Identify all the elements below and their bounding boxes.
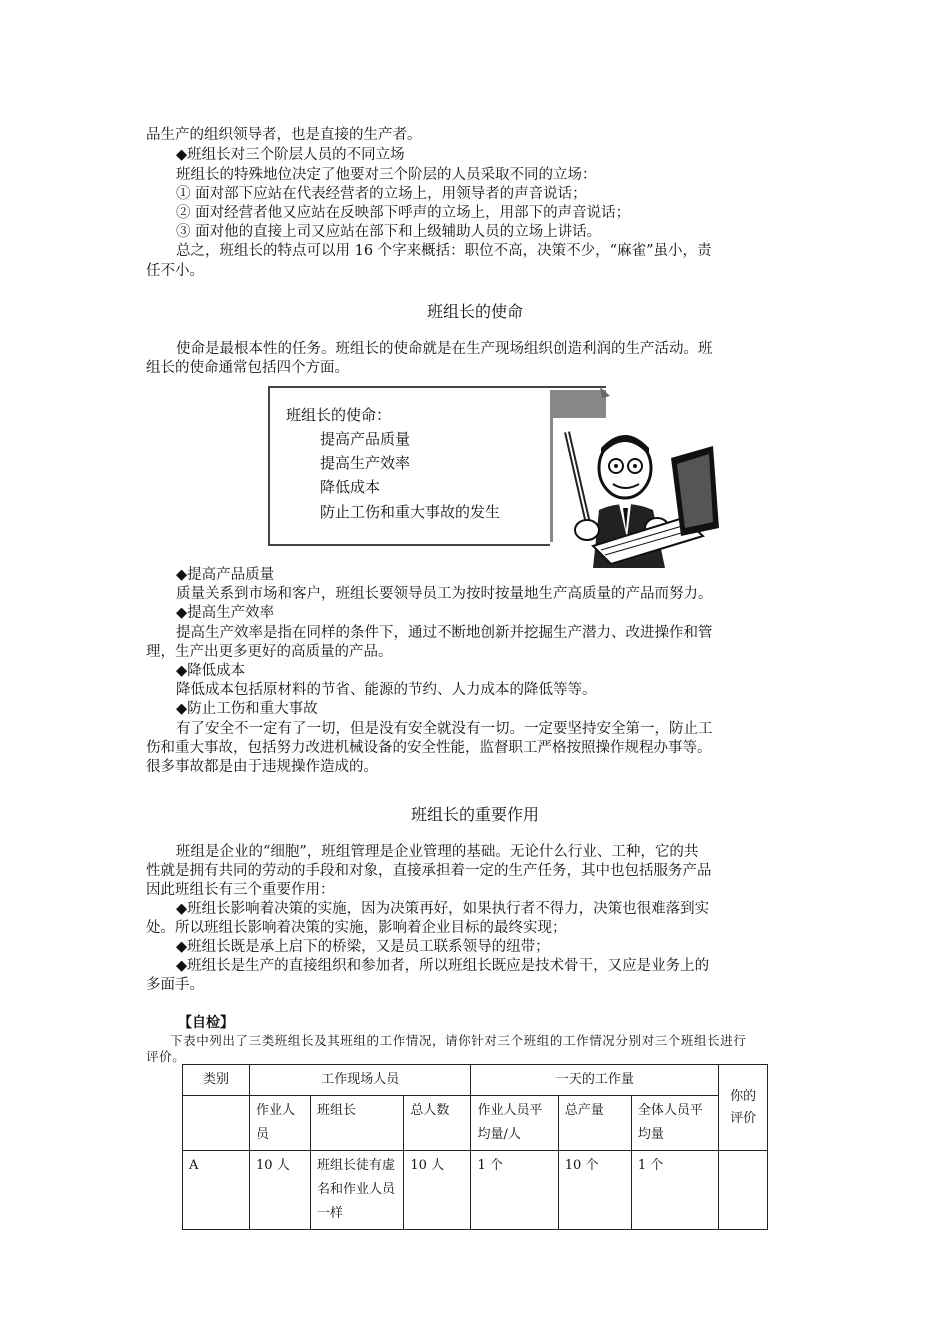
paragraph-line: 性就是拥有共同的劳动的手段和对象，直接承担着一定的生产任务，其中也包括服务产品 [146, 863, 712, 879]
cell-total-staff: 10 人 [404, 1151, 471, 1230]
paragraph-line: 很多事故都是由于违规操作造成的。 [146, 759, 378, 775]
bullet-heading: ◆防止工伤和重大事故 [176, 701, 318, 717]
paragraph-line: 班组是企业的“细胞”，班组管理是企业管理的基础。无论什么行业、工种，它的共 [176, 844, 699, 860]
paragraph-line: 伤和重大事故，包括努力改进机械设备的安全性能，监督职工严格按照操作规程办事等。 [146, 740, 712, 756]
bullet-heading: ◆班组长对三个阶层人员的不同立场 [176, 147, 405, 163]
bullet-heading: ◆降低成本 [176, 663, 246, 679]
paragraph-line: 组长的使命通常包括四个方面。 [146, 360, 349, 376]
section-heading: 班组长的重要作用 [410, 805, 539, 824]
cartoon-man-icon [553, 418, 723, 568]
evaluation-table [182, 1064, 768, 1230]
cell-team-leader: 班组长徒有虚名和作业人员一样 [310, 1151, 403, 1230]
text-line: 总之，班组长的特点可以用 16 个字来概括：职位不高，决策不少，“麻雀”虽小，责 [176, 243, 712, 259]
section-heading: 班组长的使命 [426, 302, 523, 321]
paragraph-line: 质量关系到市场和客户，班组长要领导员工为按时按量地生产高质量的产品而努力。 [176, 586, 713, 602]
header-your-evaluation: 你的评价 [719, 1065, 768, 1151]
header-worker-average: 作业人员平均量/人 [471, 1096, 558, 1151]
cell-total-output: 10 个 [558, 1151, 631, 1230]
text-line: ③ 面对他的直接上司又应站在部下和上级辅助人员的立场上讲话。 [176, 224, 602, 240]
figure-item: 防止工伤和重大事故的发生 [320, 503, 501, 521]
table-row [183, 1151, 768, 1230]
text-line: 任不小。 [146, 263, 204, 279]
figure-item: 提高生产效率 [320, 454, 411, 472]
mission-illustration [268, 386, 808, 572]
header-total-output: 总产量 [558, 1096, 631, 1151]
cell-worker-average: 1 个 [471, 1151, 558, 1230]
header-team-leader: 班组长 [310, 1096, 403, 1151]
text-line: 班组长的特殊地位决定了他要对三个阶层的人员采取不同的立场： [176, 167, 597, 183]
figure-title: 班组长的使命： [286, 406, 392, 424]
bullet-heading: ◆提高生产效率 [176, 605, 275, 621]
paragraph-line: 处。所以班组长影响着决策的实施，影响着企业目标的最终实现； [146, 920, 567, 936]
paragraph-line: 有了安全不一定有了一切，但是没有安全就没有一切。一定要坚持安全第一，防止工 [176, 721, 713, 737]
cell-category: A [183, 1151, 250, 1230]
cell-workers: 10 人 [250, 1151, 311, 1230]
paragraph-line: ◆班组长影响着决策的实施，因为决策再好，如果执行者不得力，决策也很难落到实 [176, 901, 710, 917]
header-category: 类别 [183, 1065, 250, 1096]
figure-item: 降低成本 [320, 478, 381, 496]
text-line: 品生产的组织领导者，也是直接的生产者。 [146, 127, 422, 143]
paragraph-line: 因此班组长有三个重要作用： [146, 882, 335, 898]
empty-cell [183, 1096, 250, 1151]
paragraph-line: 使命是最根本性的任务。班组长的使命就是在生产现场组织创造利润的生产活动。班 [176, 341, 713, 357]
text-line: ① 面对部下应站在代表经营者的立场上，用领导者的声音说话； [176, 186, 587, 202]
selfcheck-title: 【自检】 [178, 1015, 234, 1031]
selfcheck-intro: 评价。 [146, 1049, 186, 1064]
header-daily-workload: 一天的工作量 [471, 1065, 719, 1096]
header-workers: 作业人员 [250, 1096, 311, 1151]
paragraph-line: ◆班组长既是承上启下的桥梁，又是员工联系领导的纽带； [176, 939, 550, 955]
cell-evaluation[interactable] [719, 1151, 768, 1230]
paragraph-line: 理，生产出更多更好的高质量的产品。 [146, 644, 393, 660]
bullet-heading: ◆提高产品质量 [176, 567, 275, 583]
paragraph-line: 提高生产效率是指在同样的条件下，通过不断地创新并挖掘生产潜力、改进操作和管 [176, 625, 713, 641]
paragraph-line: 降低成本包括原材料的节省、能源的节约、人力成本的降低等等。 [176, 682, 597, 698]
cell-all-staff-average: 1 个 [631, 1151, 718, 1230]
header-site-staff: 工作现场人员 [250, 1065, 471, 1096]
paragraph-line: 多面手。 [146, 977, 204, 993]
header-total-staff: 总人数 [404, 1096, 471, 1151]
header-all-staff-average: 全体人员平均量 [631, 1096, 718, 1151]
selfcheck-intro: 下表中列出了三类班组长及其班组的工作情况，请你针对三个班组的工作情况分别对三个班组长进行 [170, 1033, 747, 1048]
text-line: ② 面对经营者他又应站在反映部下呼声的立场上，用部下的声音说话； [176, 205, 631, 221]
paragraph-line: ◆班组长是生产的直接组织和参加者，所以班组长既应是技术骨干，又应是业务上的 [176, 958, 710, 974]
figure-item: 提高产品质量 [320, 430, 411, 448]
